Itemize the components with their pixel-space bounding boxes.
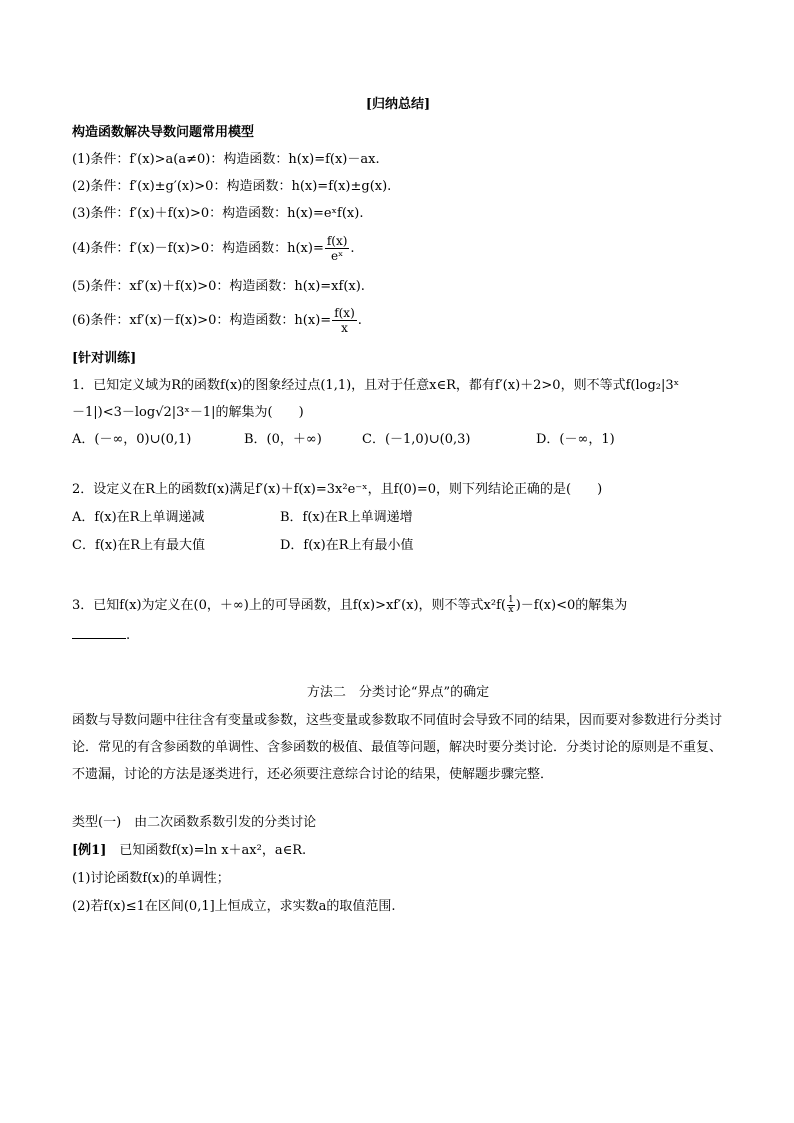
summary-subheading: 构造函数解决导数问题常用模型 (72, 125, 255, 140)
question-3-text-part-1: 3．已知f(x)为定义在(0，＋∞)上的可导函数，且f(x)>xf′(x)，则不等式x²f( (72, 598, 506, 613)
example-part-1: (1)讨论函数f(x)的单调性； (72, 871, 230, 886)
example-statement: 已知函数f(x)=ln x＋ax²，a∈R. (119, 843, 307, 858)
summary-item-4: (4)条件：f′(x)－f(x)>0：构造函数：h(x)= $\frac{f(x)}{\text{eˣ}}$ . (72, 234, 355, 263)
summary-item-6: (6)条件：xf′(x)－f(x)>0：构造函数：h(x)= $\frac{f(x)}{x}$ . (72, 306, 362, 335)
training-heading: [针对训练] (72, 351, 137, 366)
summary-item-2: (2)条件：f′(x)±g′(x)>0：构造函数：h(x)=f(x)±g(x). (72, 179, 392, 194)
question-1-option-a: A．(－∞，0)∪(0,1) (72, 432, 192, 447)
fraction-numerator: f(x) (334, 306, 355, 320)
fraction-f-over-x (332, 306, 357, 335)
question-1-line-1: 1．已知定义域为R的函数f(x)的图象经过点(1,1)，且对于任意x∈R，都有f′(x)＋2>0，则不等式f(log₂|3ˣ (72, 378, 680, 393)
question-3-period: . (126, 628, 131, 643)
fraction-denominator: eˣ (331, 249, 344, 263)
summary-item-1: (1)条件：f′(x)>a(a≠0)：构造函数：h(x)=f(x)－ax. (72, 152, 380, 167)
question-1-line-2: －1|)<3－log√2|3ˣ－1|的解集为( ) (72, 405, 304, 420)
fraction-f-over-ex (325, 234, 350, 263)
question-1-option-d: D．(－∞，1) (536, 432, 615, 447)
question-2-option-a: A．f(x)在R上单调递减 (72, 510, 205, 525)
summary-item-4-text: (4)条件：f′(x)－f(x)>0：构造函数：h(x)= (72, 241, 324, 256)
question-2-line-1: 2．设定义在R上的函数f(x)满足f′(x)＋f(x)=3x²e⁻ˣ，且f(0)=0，则下列结论正确的是( ) (72, 482, 603, 497)
method-paragraph: 函数与导数问题中往往含有变量或参数，这些变量或参数取不同值时会导致不同的结果，因而要对参数进行分类讨论．常见的有含参函数的单调性、含参函数的极值、最值等问题，解决时要分类讨论．分类讨论的原则是不重复、不遗漏，讨论的方法是逐类进行，还必须要注意综合讨论的结果，使解题步骤完整． (72, 713, 723, 782)
summary-item-6-text: (6)条件：xf′(x)－f(x)>0：构造函数：h(x)= (72, 313, 332, 328)
summary-item-3: (3)条件：f′(x)＋f(x)>0：构造函数：h(x)=eˣf(x). (72, 206, 364, 221)
fraction-numerator: 1 (507, 595, 514, 605)
summary-heading: [归纳总结] (365, 97, 431, 112)
example-part-2: (2)若f(x)≤1在区间(0,1]上恒成立，求实数a的取值范围. (72, 899, 396, 914)
question-3-text-part-2: )－f(x)<0的解集为 (515, 598, 628, 613)
question-3-line-2 (72, 626, 130, 645)
example-label: [例1] (72, 843, 107, 858)
summary-item-5: (5)条件：xf′(x)＋f(x)>0：构造函数：h(x)=xf(x). (72, 279, 365, 294)
example-1 (72, 842, 306, 860)
fraction-denominator: x (341, 321, 348, 335)
question-2-option-b: B．f(x)在R上单调递增 (280, 510, 413, 525)
question-2-option-d: D．f(x)在R上有最小值 (280, 538, 414, 553)
fraction-denominator: x (508, 605, 514, 615)
fraction-one-over-x (507, 596, 515, 615)
question-2-option-c: C．f(x)在R上有最大值 (72, 538, 206, 553)
question-1-option-c: C．(－1,0)∪(0,3) (362, 432, 471, 447)
method-title: 方法二 分类讨论“界点”的确定 (306, 685, 490, 700)
question-1-option-b: B．(0，＋∞) (244, 432, 322, 447)
question-3-line-1 (72, 596, 627, 615)
fraction-numerator: f(x) (326, 234, 348, 248)
type-title: 类型(一) 由二次函数系数引发的分类讨论 (72, 815, 317, 830)
answer-blank[interactable] (72, 626, 126, 639)
